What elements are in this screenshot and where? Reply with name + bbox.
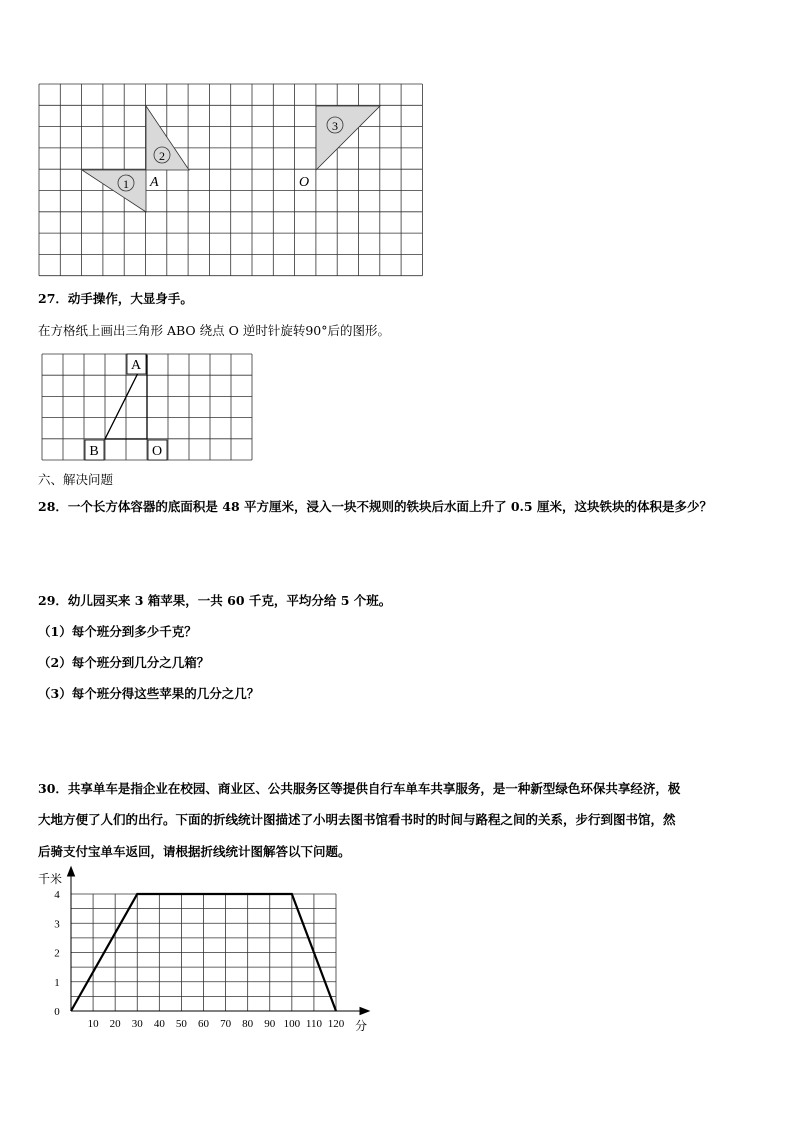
x-tick-label: 110 [305, 1018, 322, 1030]
y-tick-label: 4 [54, 889, 60, 901]
x-tick-label: 50 [175, 1018, 187, 1030]
q30-line3: 后骑支付宝单车返回，请根据折线统计图解答以下问题。 [38, 844, 351, 859]
q27-title: 27．动手操作，大显身手。 [38, 291, 193, 306]
y-tick-label: 2 [54, 947, 60, 960]
x-tick-label: 40 [153, 1018, 165, 1030]
y-tick-label: 0 [54, 1006, 60, 1018]
triangle-3 [316, 106, 380, 170]
distance-time-line-chart [0, 860, 400, 1040]
x-tick-label: 20 [109, 1018, 121, 1030]
x-axis-arrow [360, 1008, 369, 1015]
x-axis-label: 分 [355, 1019, 368, 1033]
q27-instruction: 在方格纸上画出三角形 ABO 绕点 O 逆时针旋转90°后的图形。 [38, 323, 390, 338]
q29-sub1: （1）每个班分到多少千克？ [38, 624, 197, 639]
q30-line2: 大地方便了人们的出行。下面的折线统计图描述了小明去图书馆看书时的时间与路程之间的关系，步行到图书馆，然 [38, 812, 676, 827]
point-a: A [130, 358, 142, 373]
q29-sub2: （2）每个班分到几分之几箱？ [38, 655, 210, 670]
x-tick-label: 10 [87, 1018, 99, 1030]
section-6-title: 六、解决问题 [38, 472, 114, 487]
rotation-grid-figure [0, 0, 794, 290]
q27-grid-figure [0, 340, 300, 470]
svg-text:2: 2 [159, 149, 165, 163]
q29-text: 29．幼儿园买来 3 箱苹果，一共 60 千克，平均分给 5 个班。 [38, 593, 392, 608]
chart-tick-labels [54, 889, 345, 1030]
q30-line1: 30．共享单车是指企业在校园、商业区、公共服务区等提供自行车单车共享服务，是一种新型绿色环保共享经济，极 [38, 781, 681, 796]
y-axis-arrow [68, 867, 75, 876]
y-tick-label: 3 [54, 918, 60, 931]
y-tick-label: 1 [54, 976, 60, 989]
x-tick-label: 30 [131, 1018, 143, 1030]
point-o: O [151, 444, 163, 459]
point-a-label: A [150, 175, 159, 190]
svg-text:1: 1 [123, 177, 129, 191]
q28-text: 28．一个长方体容器的底面积是 48 平方厘米，浸入一块不规则的铁块后水面上升了 0.5 厘米，这块铁块的体积是多少？ [38, 499, 712, 514]
y-axis-label: 千米 [38, 872, 63, 886]
chart-grid [71, 894, 336, 1011]
x-tick-label: 120 [327, 1018, 345, 1030]
point-o-label: O [299, 175, 310, 190]
x-tick-label: 60 [198, 1018, 209, 1030]
x-tick-label: 80 [242, 1018, 254, 1030]
point-b: B [89, 444, 99, 459]
x-tick-label: 70 [220, 1018, 232, 1030]
triangle-1 [82, 170, 146, 212]
chart-axes [68, 867, 370, 1015]
svg-text:3: 3 [332, 119, 338, 133]
x-tick-label: 90 [264, 1018, 276, 1030]
q29-sub3: （3）每个班分得这些苹果的几分之几？ [38, 686, 260, 701]
x-tick-label: 100 [283, 1018, 301, 1030]
